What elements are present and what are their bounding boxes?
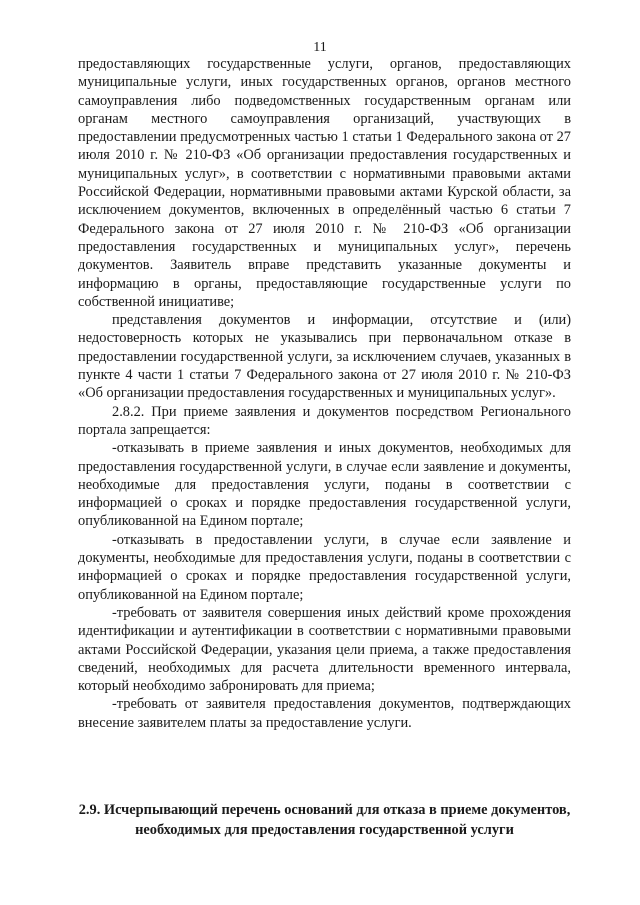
paragraph-2-8-2: 2.8.2. При приеме заявления и документов посредством Регионального портала запрещается: <box>78 403 571 438</box>
list-item-refuse-service: -отказывать в предоставлении услуги, в случае если заявление и документы, необходимые для предоставления услуги, поданы в соответствии с информацией о сроках и порядке предоставления государственной услуги, опубликованной на Едином портале; <box>78 531 571 603</box>
list-item-require-actions: -требовать от заявителя совершения иных действий кроме прохождения идентификации и аутентификации в соответствии с нормативными правовыми актами Российской Федерации, указания цели приема, а также предоставления сведений, необходимых для расчета длительности временного интервала, который необходимо забронировать для приема; <box>78 604 571 695</box>
paragraph-continuation: предоставляющих государственные услуги, органов, предоставляющих муниципальные услуги, иных государственных органов, органов местного самоуправления либо подведомственных государственным органам или органам местного самоуправления организаций, участвующих в предоставлении предусмотренных частью 1 статьи 1 Федерального закона от 27 июля 2010 г. № 210-ФЗ «Об организации предоставления государственных и муниципальных услуг», в соответствии с нормативными правовыми актами Российской Федерации, нормативными правовыми актами Курской области, за исключением документов, включенных в определённый частью 6 статьи 7 Федерального закона от 27 июля 2010 г. № 210-ФЗ «Об организации предоставления государственных и муниципальных услуг», перечень документов. Заявитель вправе представить указанные документы и информацию в органы, предоставляющие государственные услуги по собственной инициативе; <box>78 56 571 310</box>
section-heading: 2.9. Исчерпывающий перечень оснований для отказа в приеме документов, необходимых для предоставления государственной услуги <box>78 802 571 838</box>
body-text <box>78 55 571 732</box>
list-item-require-payment-docs: -требовать от заявителя предоставления документов, подтверждающих внесение заявителем платы за предоставление услуги. <box>78 696 571 731</box>
list-item-refuse-acceptance: -отказывать в приеме заявления и иных документов, необходимых для предоставления государственной услуги, в случае если заявление и документы, необходимые для предоставления услуги, поданы в соответствии с информацией о сроках и порядке предоставления государственной услуги, опубликованной на Едином портале; <box>78 440 571 530</box>
page-number: 11 <box>313 40 327 55</box>
paragraph-documents: представления документов и информации, отсутствие и (или) недостоверность которых не указывались при первоначальном отказе в предоставлении государственной услуги, за исключением случаев, указанных в пункте 4 части 1 статьи 7 Федерального закона от 27 июля 2010 г. № 210-ФЗ «Об организации предоставления государственных и муниципальных услуг». <box>78 312 571 402</box>
